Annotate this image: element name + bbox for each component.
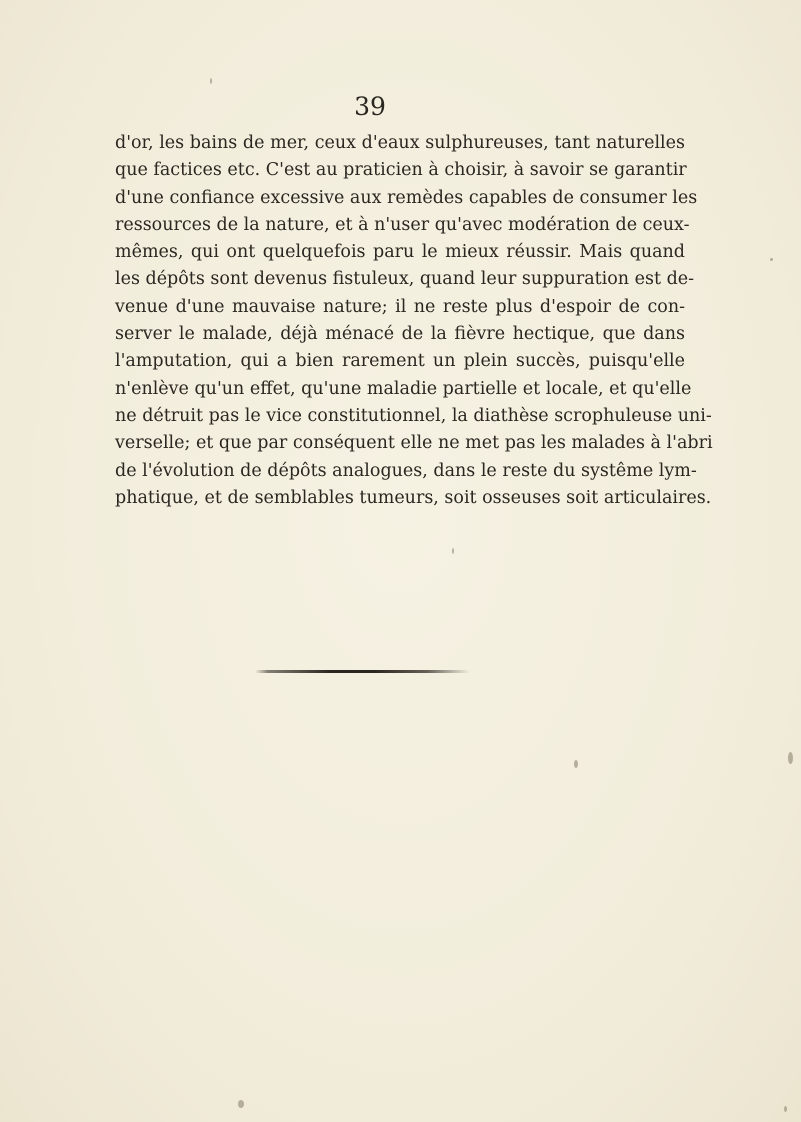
body-text [115,130,713,512]
paper-speck [210,78,212,84]
text-line-11: ne détruit pas le vice constitutionnel, la diathèse scrophuleuse uni- [115,405,712,426]
text-line-7: venue d'une mauvaise nature; il ne reste plus d'espoir de con- [115,296,685,317]
section-divider-rule [255,670,470,673]
text-line-8: server le malade, déjà ménacé de la fièvre hectique, que dans [115,324,685,345]
paper-speck [784,1106,787,1112]
text-line-4: ressources de la nature, et à n'user qu'avec modération de ceux- [115,214,690,235]
text-line-14: phatique, et de semblables tumeurs, soit osseuses soit articulaires. [115,487,712,508]
text-line-2: que factices etc. C'est au praticien à choisir, à savoir se garantir [115,160,687,181]
text-line-13: de l'évolution de dépôts analogues, dans le reste du systême lym- [115,460,697,481]
paper-speck [238,1100,244,1108]
text-line-9: l'amputation, qui a bien rarement un plein succès, puisqu'elle [115,351,685,372]
text-line-12: verselle; et que par conséquent elle ne met pas les malades à l'abri [115,433,713,454]
page-number: 39 [354,92,386,121]
text-line-6: les dépôts sont devenus fistuleux, quand leur suppuration est de- [115,269,695,290]
paper-speck [452,548,454,554]
text-line-5: mêmes, qui ont quelquefois paru le mieux réussir. Mais quand [115,242,685,263]
text-line-10: n'enlève qu'un effet, qu'une maladie partielle et locale, et qu'elle [115,378,692,399]
paper-speck [574,760,578,768]
paper-speck [788,752,793,764]
paper-speck [770,258,773,261]
text-line-1: d'or, les bains de mer, ceux d'eaux sulphureuses, tant naturelles [115,133,685,153]
text-line-3: d'une confiance excessive aux remèdes capables de consumer les [115,187,698,208]
